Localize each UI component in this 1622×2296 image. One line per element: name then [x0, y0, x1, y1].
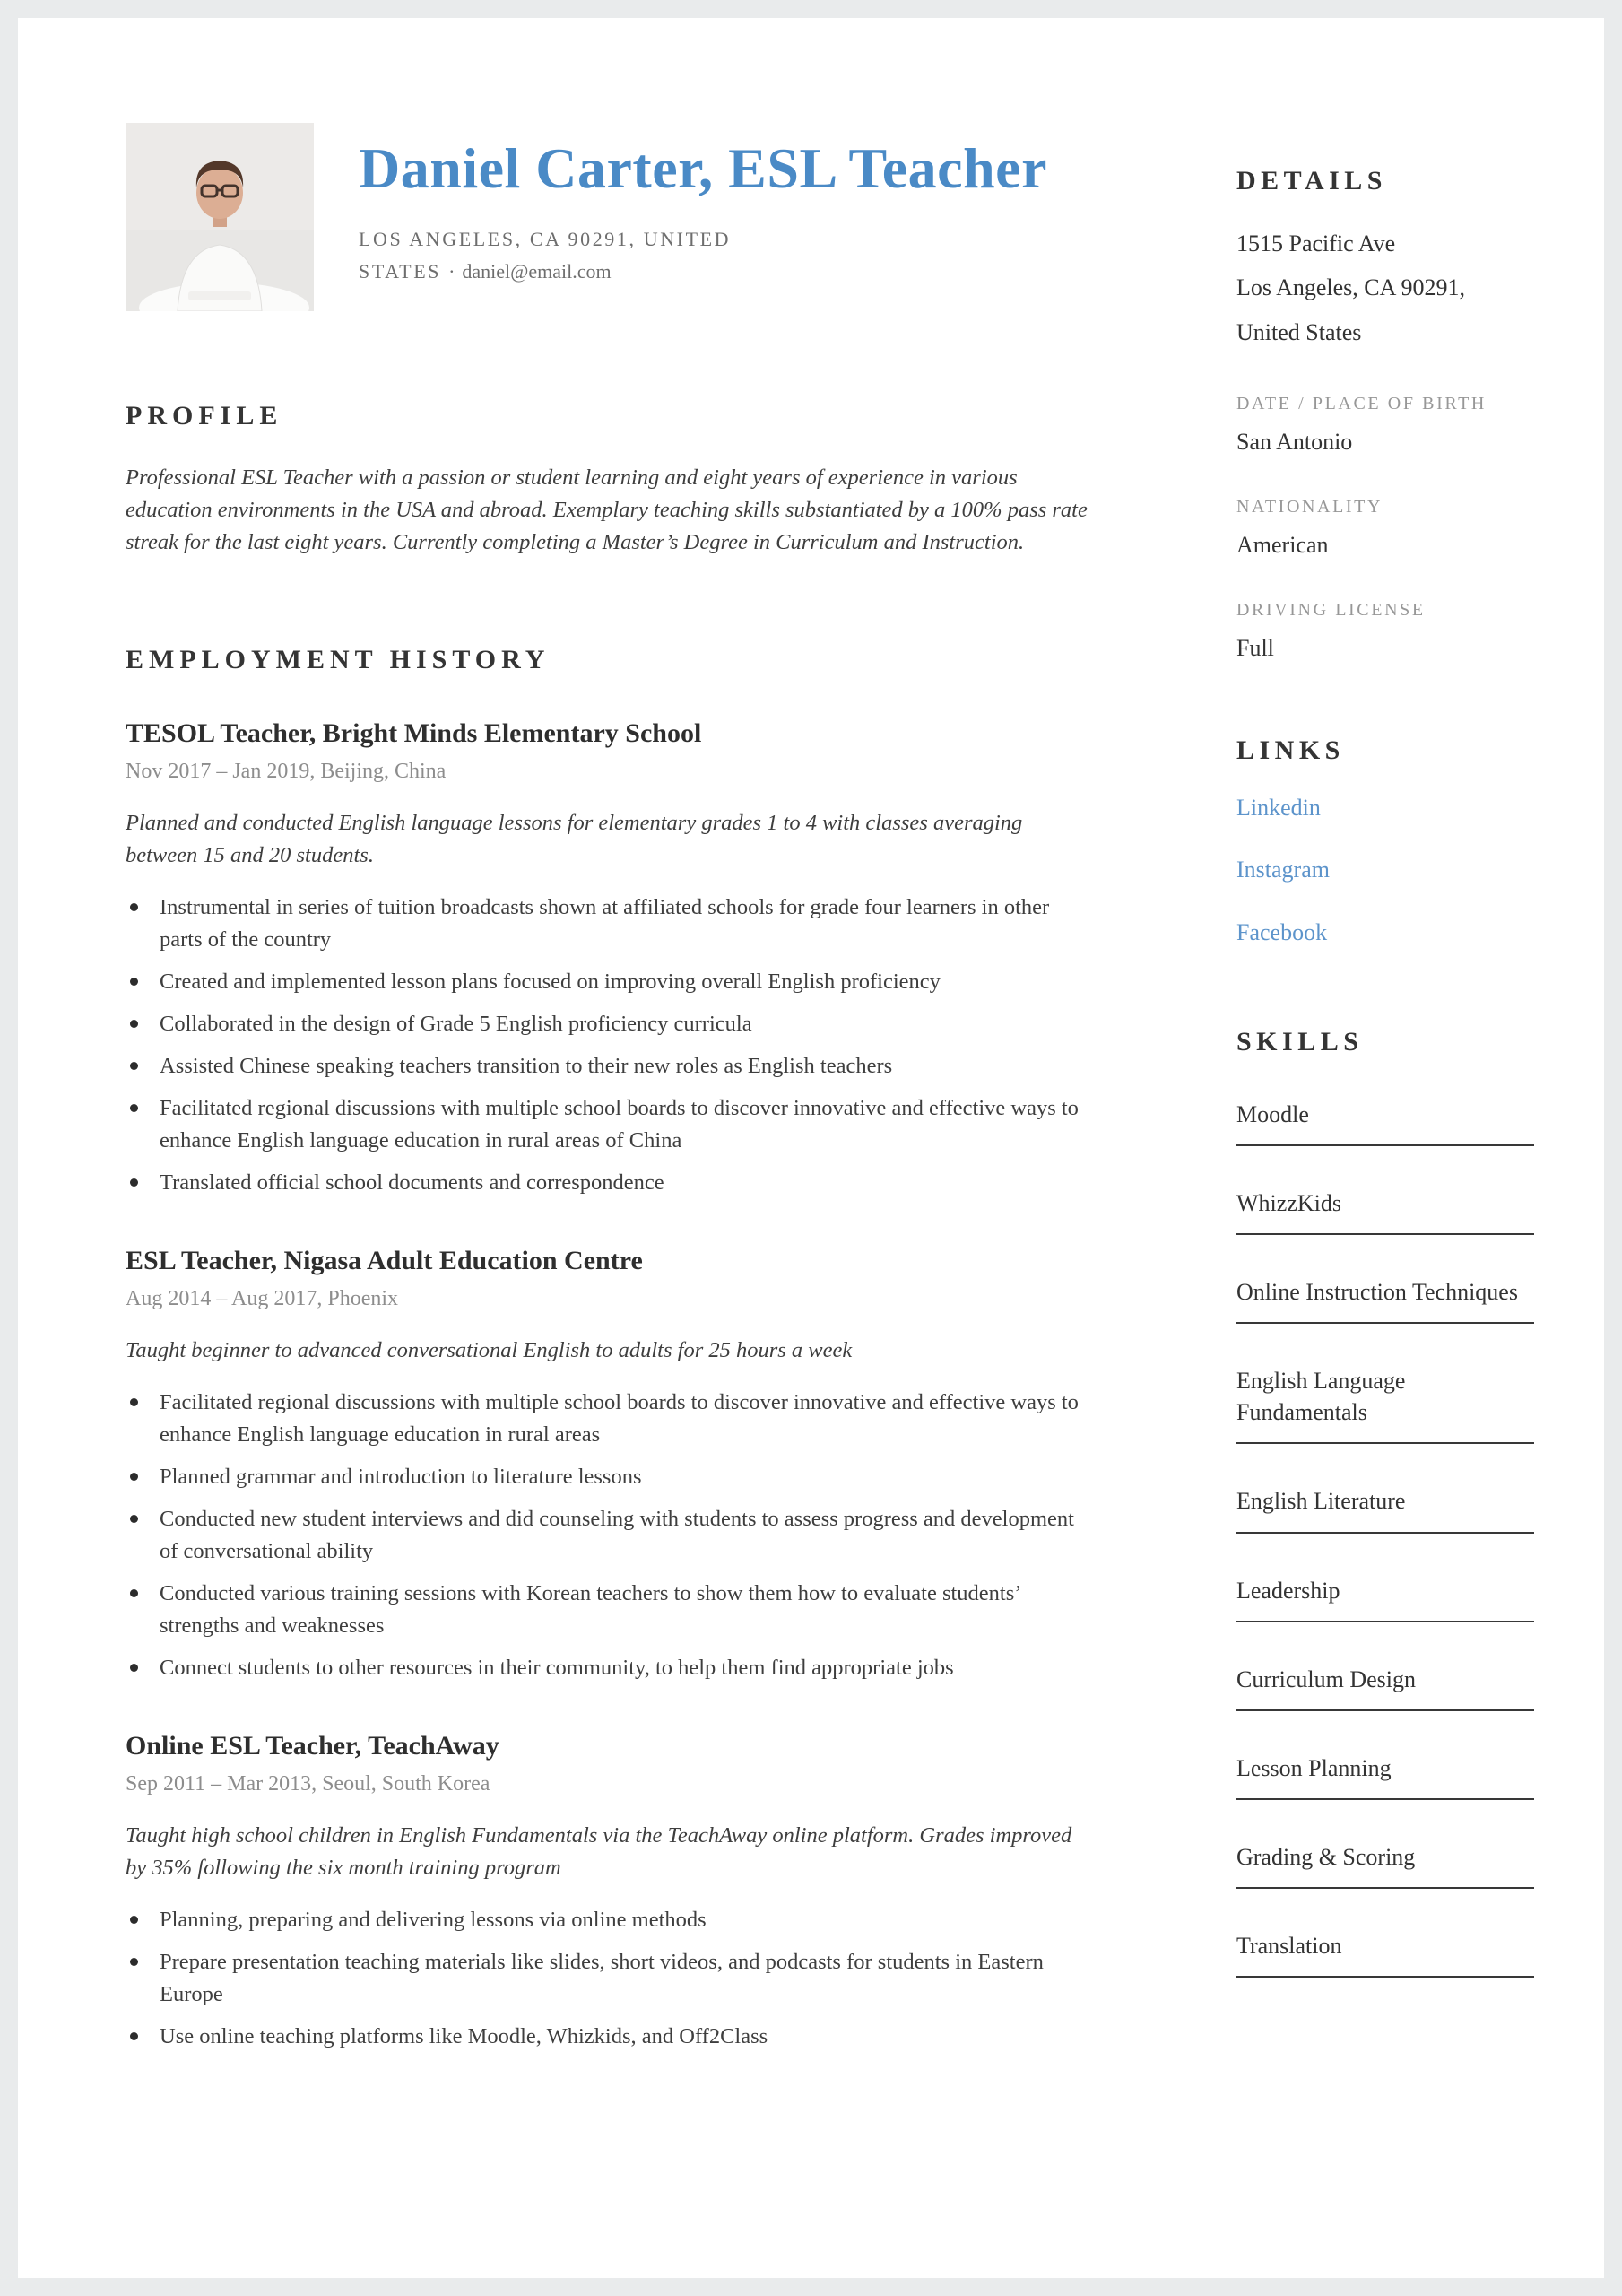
- skill-item: Translation: [1236, 1930, 1534, 1978]
- job-dates: Sep 2011 – Mar 2013, Seoul, South Korea: [126, 1772, 490, 1796]
- location-text: LOS ANGELES, CA 90291, UNITED STATES: [359, 228, 732, 283]
- skill-item: Curriculum Design: [1236, 1664, 1534, 1711]
- skills-heading: SKILLS: [1236, 1026, 1364, 1057]
- profile-heading: PROFILE: [126, 401, 283, 430]
- skill-item: Leadership: [1236, 1575, 1534, 1622]
- job-summary: Planned and conducted English language lessons for elementary grades 1 to 4 with classes averaging between 15 and 20 students.: [126, 811, 1023, 867]
- details-section: [1236, 166, 1534, 664]
- profile-section: [126, 401, 1094, 559]
- birth-value: San Antonio: [1236, 429, 1353, 456]
- employment-section: [126, 645, 1094, 2053]
- page-content: [18, 18, 1604, 2063]
- job-bullet-list: [126, 1387, 1094, 1684]
- address-line-2: Los Angeles, CA 90291, United States: [1236, 274, 1465, 345]
- skill-item: Lesson Planning: [1236, 1752, 1534, 1800]
- bullet-item: Connect students to other resources in their community, to help them find appropriate jobs: [126, 1652, 1094, 1684]
- link-linkedin[interactable]: Linkedin: [1236, 794, 1321, 821]
- bullet-item: Planning, preparing and delivering lessons via online methods: [126, 1904, 1094, 1936]
- nationality-value: American: [1236, 531, 1329, 558]
- link-facebook[interactable]: Facebook: [1236, 919, 1328, 946]
- bullet-item: Assisted Chinese speaking teachers transition to their new roles as English teachers: [126, 1050, 1094, 1083]
- job-title: TESOL Teacher, Bright Minds Elementary School: [126, 718, 702, 748]
- email-text: daniel@email.com: [462, 259, 612, 283]
- job-bullet-list: [126, 1904, 1094, 2053]
- driving-license-label: DRIVING LICENSE: [1236, 599, 1426, 620]
- employment-heading: EMPLOYMENT HISTORY: [126, 645, 551, 674]
- bullet-item: Instrumental in series of tuition broadcasts shown at affiliated schools for grade four learners in other parts of the country: [126, 891, 1094, 956]
- skills-section: [1236, 1027, 1534, 1978]
- job-dates: Aug 2014 – Aug 2017, Phoenix: [126, 1287, 399, 1310]
- name-block: [359, 123, 1047, 311]
- birth-label: DATE / PLACE OF BIRTH: [1236, 394, 1487, 414]
- job-entry: [126, 1731, 1094, 2053]
- skill-item: English Language Fundamentals: [1236, 1365, 1534, 1444]
- skill-item: WhizzKids: [1236, 1187, 1534, 1235]
- main-column: [126, 123, 1094, 2063]
- job-summary: Taught beginner to advanced conversational English to adults for 25 hours a week: [126, 1338, 853, 1362]
- skill-item: Online Instruction Techniques: [1236, 1276, 1534, 1324]
- resume-page: [18, 18, 1604, 2278]
- bullet-item: Created and implemented lesson plans focused on improving overall English proficiency: [126, 966, 1094, 998]
- job-entry: [126, 1246, 1094, 1684]
- skill-item: Grading & Scoring: [1236, 1841, 1534, 1889]
- profile-text: Professional ESL Teacher with a passion or student learning and eight years of experience in various education environments in the USA and abroad. Exemplary teaching skills substantiated by a 100% pass rate streak for the last eight years. Currently completing a Master’s Degree in Curriculum and Instruction.: [126, 465, 1088, 554]
- links-heading: LINKS: [1236, 735, 1345, 765]
- address-line-1: 1515 Pacific Ave: [1236, 230, 1396, 257]
- bullet-item: Use online teaching platforms like Moodle, Whizkids, and Off2Class: [126, 2021, 1094, 2053]
- details-heading: DETAILS: [1236, 166, 1387, 196]
- job-dates: Nov 2017 – Jan 2019, Beijing, China: [126, 760, 447, 783]
- link-instagram[interactable]: Instagram: [1236, 857, 1330, 883]
- nationality-label: NATIONALITY: [1236, 496, 1383, 517]
- job-entry: [126, 718, 1094, 1199]
- contact-info: [359, 223, 787, 287]
- bullet-item: Conducted various training sessions with Korean teachers to show them how to evaluate students’ strengths and weaknesses: [126, 1578, 1094, 1642]
- job-bullet-list: [126, 891, 1094, 1199]
- bullet-item: Prepare presentation teaching materials like slides, short videos, and podcasts for students in Eastern Europe: [126, 1946, 1094, 2011]
- sidebar: [1236, 123, 1534, 2063]
- bullet-item: Collaborated in the design of Grade 5 English proficiency curricula: [126, 1008, 1094, 1040]
- skill-item: Moodle: [1236, 1099, 1534, 1146]
- links-section: [1236, 735, 1534, 948]
- bullet-item: Facilitated regional discussions with multiple school boards to discover innovative and effective ways to enhance English language education in rural areas: [126, 1387, 1094, 1451]
- profile-photo: [126, 123, 314, 311]
- portrait-illustration: [126, 123, 314, 311]
- driving-license-value: Full: [1236, 634, 1274, 661]
- bullet-item: Planned grammar and introduction to literature lessons: [126, 1461, 1094, 1493]
- bullet-item: Conducted new student interviews and did counseling with students to assess progress and development of conversational ability: [126, 1503, 1094, 1568]
- bullet-item: Translated official school documents and correspondence: [126, 1167, 1094, 1199]
- job-summary: Taught high school children in English Fundamentals via the TeachAway online platform. Grades improved by 35% following the six month training program: [126, 1823, 1072, 1880]
- resume-header: [126, 123, 1094, 311]
- bullet-item: Facilitated regional discussions with multiple school boards to discover innovative and effective ways to enhance English language education in rural areas of China: [126, 1092, 1094, 1157]
- job-title: ESL Teacher, Nigasa Adult Education Centre: [126, 1246, 643, 1275]
- page-title: Daniel Carter, ESL Teacher: [359, 136, 1047, 200]
- skill-item: English Literature: [1236, 1485, 1534, 1533]
- job-title: Online ESL Teacher, TeachAway: [126, 1731, 499, 1761]
- contact-separator: ·: [448, 259, 455, 283]
